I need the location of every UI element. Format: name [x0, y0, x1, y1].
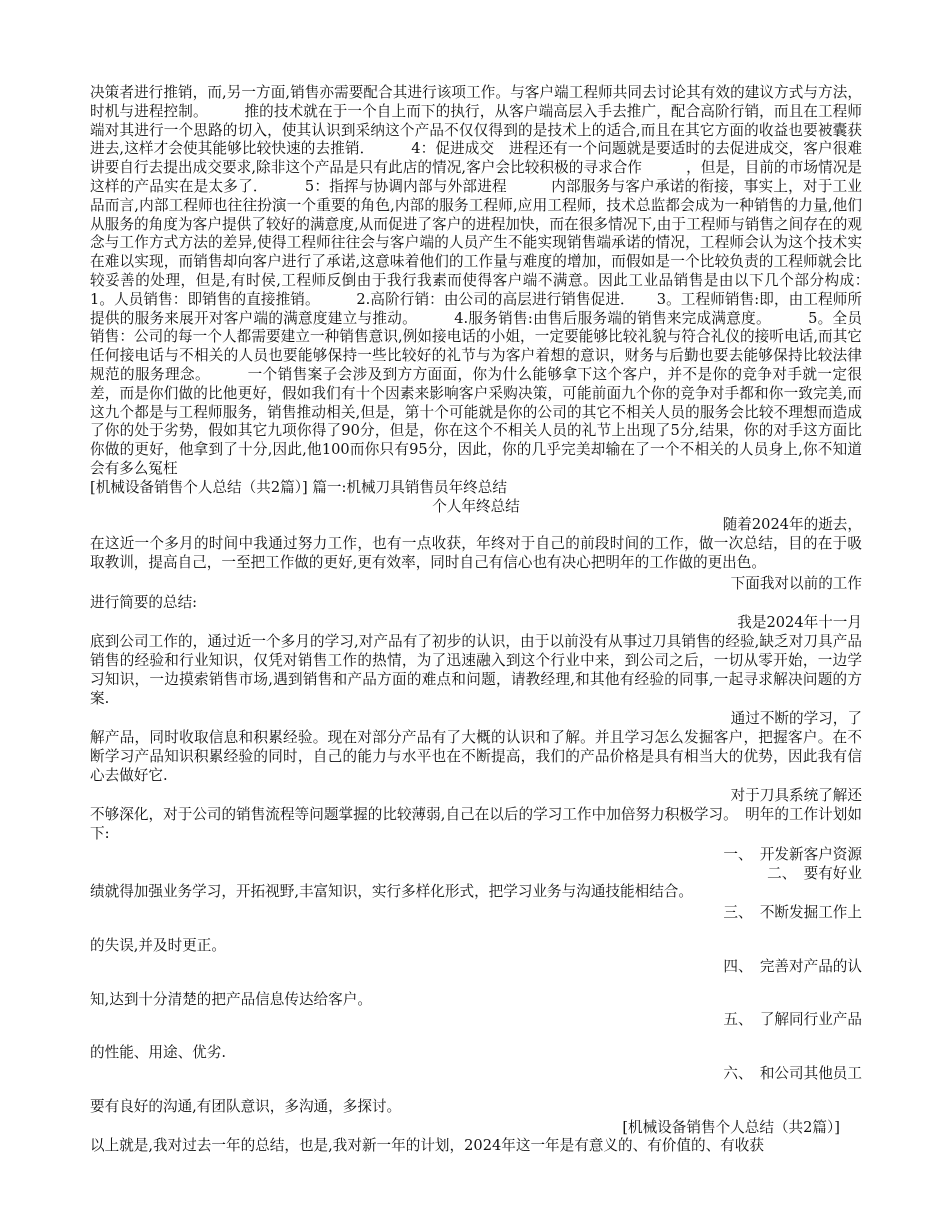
plan-item-lead: 三、 不断发掘工作上 [723, 904, 862, 922]
body-paragraph: 不够深化，对于公司的销售流程等问题掌握的比较薄弱,自己在以后的学习工作中加倍努力积极学习。 明年的工作计划如下: [90, 806, 862, 843]
paragraph-lead: 对于刀具系统了解还 [730, 787, 862, 805]
plan-item-lead: 四、 完善对产品的认 [723, 957, 862, 975]
plan-item-lead: 二、 要有好业 [767, 864, 862, 882]
plan-item-body: 的失误,并及时更正。 [90, 937, 226, 955]
plan-item-lead: 一、 开发新客户资源 [723, 845, 862, 863]
plan-item-lead: 五、 了解同行业产品 [723, 1011, 862, 1029]
body-paragraph: 在这近一个多月的时间中我通过努力工作，也有一点收获，年终对于自己的前段时间的工作，做一次总结，目的在于吸取教训，提高自己，一至把工作做的更好,更有效率，同时自己有信心也有决心把明年的工作做的更出色。 [90, 535, 862, 571]
body-paragraph-intro: 决策者进行推销，而,另一方面,销售亦需要配合其进行该项工作。与客户端工程师共同去讨论其有效的建议方式与方法，时机与进程控制。 推的技术就在于一个自上而下的执行，从客户端高层入手去推广，配合高阶行销，而且在工程师端对其进行一个思路的切入，使其认识到采纳这个产品不仅仅得到的是技术上的适合,而且在其它方面的收益也要被囊获进去,这样才会使其能够比较快速的去推销． 4：促进成交 进程还有一个问题就是要适时的去促进成交，客户很难讲要自行去提出成交要求,除非这个产品是只有此店的情况,客户会比较积极的寻求合作 ，但是，目前的市场情况是这样的产品实在是太多了． 5：指挥与协调内部与外部进程 内部服务与客户承诺的衔接，事实上，对于工业品而言,内部工程师也往往扮演一个重要的角色,内部的服务工程师,应用工程师，技术总监都会成为一种销售的力量,他们从服务的角度为客户提供了较好的满意度,从而促进了客户的进程加快，而在很多情况下,由于工程师与销售之间存在的观念与工作方式方法的差异,使得工程师往往会与客户端的人员产生不能实现销售端承诺的情况，工程师会认为这个技术实在难以实现，而销售却向客户进行了承诺,这意味着他们的工作量与难度的增加，而假如是一个比较负责的工程师就会比较妥善的处理，但是,有时侯,工程师反倒由于我行我素而使得客户端不满意。因此工业品销售是由以下几个部分构成： 1。人员销售：即销售的直接推销。 2.高阶行销：由公司的高层进行销售促进． 3。工程师销售:即，由工程师所提供的服务来展开对客户端的满意度建立与推动。 4.服务销售:由售后服务端的销售来完成满意度。 5。全员销售：公司的每一个人都需要建立一种销售意识,例如接电话的小姐，一定要能够比较礼貌与符合礼仪的接听电话,而其它任何接电话与不相关的人员也要能够保持一些比较好的礼节与为客户着想的意识，财务与后勤也要去能够保持比较法律规范的服务理念。 一个销售案子会涉及到方方面面，你为什么能够拿下这个客户，并不是你的竞争对手就一定很差，而是你们做的比他更好，假如我们有十个因素来影响客户采购决策，可能前面九个你的竞争对手都和你一致完美,而这九个都是与工程师服务，销售推动相关,但是，第十个可能就是你的公司的其它不相关人员的服务会比较不理想而造成了你的处于劣势，假如其它九项你得了90分，但是，你在这个不相关人员的礼节上出现了5分,结果，你的对手这方面比你做的更好，他拿到了十分,因此,他100而你只有95分，因此，你的几乎完美却输在了一个不相关的人员身上,你不知道会有多么冤枉 [90, 84, 906, 477]
paragraph-lead: 我是2024年十一月 [737, 614, 862, 632]
document-page [90, 84, 906, 1156]
body-paragraph: 进行简要的总结: [90, 593, 198, 611]
plan-item-lead: 六、 和公司其他员工 [723, 1065, 862, 1083]
plan-item-body: 的性能、用途、优劣. [90, 1044, 226, 1062]
paragraph-lead: 随着2024年的逝去， [722, 516, 862, 534]
plan-item-body: 绩就得加强业务学习，开拓视野,丰富知识，实行多样化形式，把学习业务与沟通技能相结合。 [90, 883, 693, 901]
plan-item-body: 要有良好的沟通,有团队意识，多沟通，多探讨。 [90, 1097, 402, 1115]
paragraph-lead: 通过不断的学习，了 [730, 710, 862, 728]
body-paragraph: 解产品，同时收取信息和积累经验。现在对部分产品有了大概的认识和了解。并且学习怎么发掘客户，把握客户。在不断学习产品知识积累经验的同时，自己的能力与水平也在不断提高，我们的产品价格是具有相当大的优势，因此我有信心去做好它. [90, 729, 862, 784]
section-title-repeat: [机械设备销售个人总结（共2篇）] [622, 1118, 840, 1136]
plan-item-body: 知,达到十分清楚的把产品信息传达给客户。 [90, 990, 372, 1008]
document-heading: 个人年终总结 [432, 497, 520, 515]
body-paragraph: 底到公司工作的，通过近一个多月的学习,对产品有了初步的认识，由于以前没有从事过刀具销售的经验,缺乏对刀具产品销售的经验和行业知识，仅凭对销售工作的热情，为了迅速融入到这个行业中来，到公司之后，一切从零开始，一边学习知识，一边摸索销售市场,遇到销售和产品方面的难点和问题，请教经理,和其他有经验的同事,一起寻求解决问题的方案. [90, 633, 862, 707]
closing-paragraph: 以上就是,我对过去一年的总结，也是,我对新一年的计划，2024年这一年是有意义的、有价值的、有收获 [90, 1137, 764, 1155]
section-title-line: [机械设备销售个人总结（共2篇）] 篇一:机械刀具销售员年终总结 [90, 478, 507, 496]
paragraph-lead: 下面我对以前的工作 [730, 574, 862, 592]
